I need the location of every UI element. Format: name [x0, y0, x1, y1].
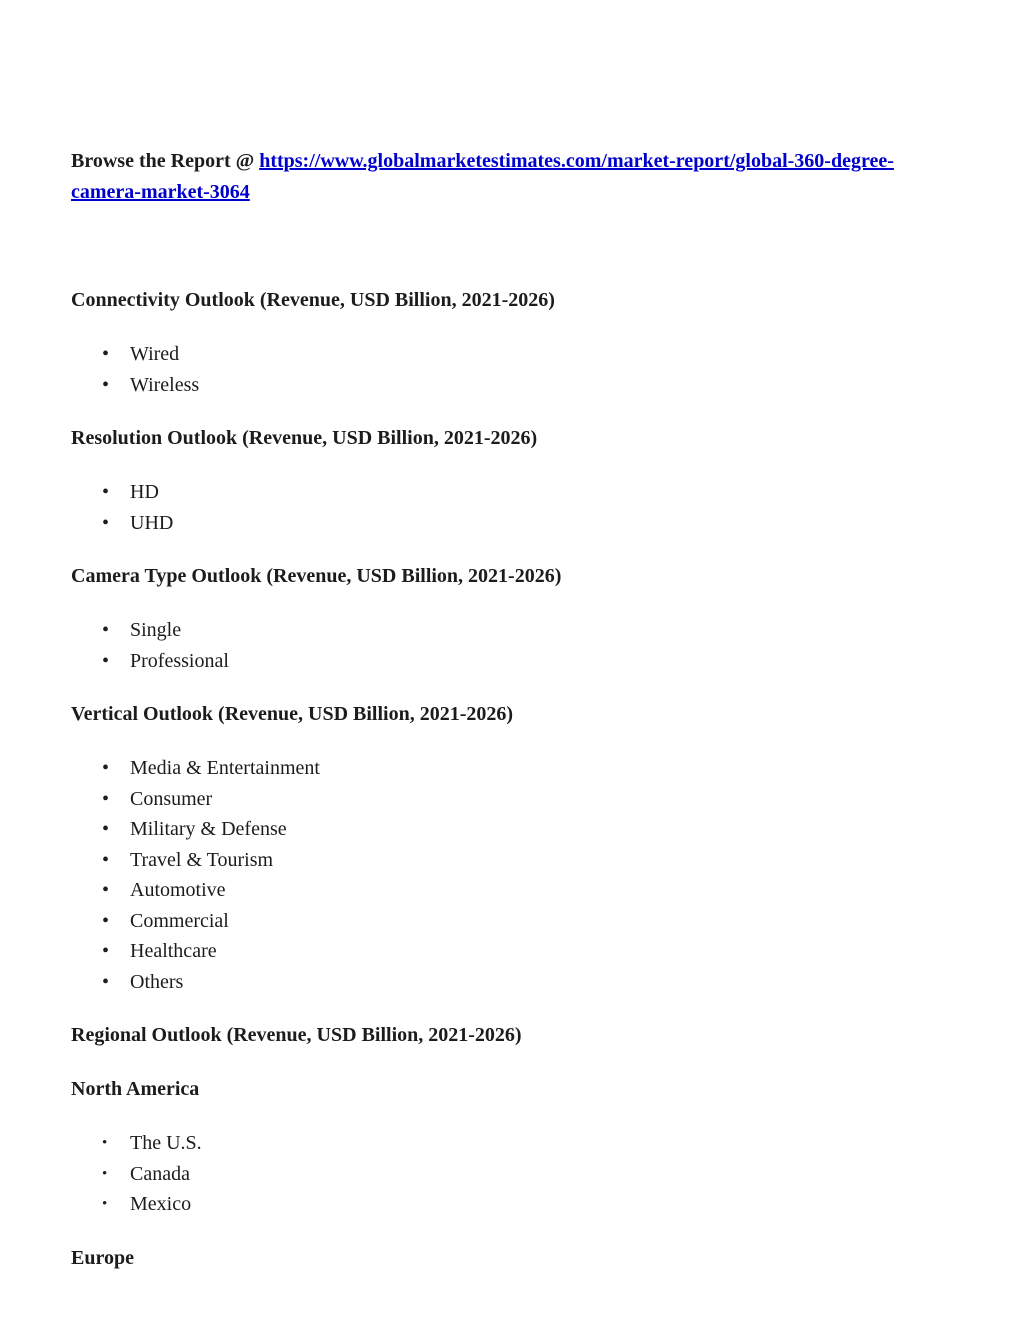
bullet-icon	[102, 1159, 107, 1190]
bullet-icon	[102, 477, 109, 508]
north-america-list	[71, 1128, 937, 1220]
list-item	[71, 814, 937, 845]
browse-line-1	[71, 150, 894, 172]
bullet-icon	[102, 615, 109, 646]
list-item	[71, 646, 937, 677]
vertical-list	[71, 753, 937, 997]
bullet-icon	[102, 967, 109, 998]
bullet-icon	[102, 906, 109, 937]
browse-line-2	[71, 181, 250, 203]
list-item	[71, 477, 937, 508]
list-item	[71, 875, 937, 906]
section-heading-regional: Regional Outlook (Revenue, USD Billion, 2021-2026)	[71, 1024, 522, 1046]
section-heading-north-america: North America	[71, 1078, 200, 1100]
list-item-label: Healthcare	[130, 940, 217, 962]
bullet-icon	[102, 508, 109, 539]
report-link-line-1[interactable]: https://www.globalmarketestimates.com/market-report/global-360-degree-	[259, 150, 894, 172]
bullet-icon	[102, 784, 109, 815]
list-item-label: Consumer	[130, 787, 213, 810]
report-link-line-2[interactable]: camera-market-3064	[71, 181, 250, 203]
bullet-icon	[102, 1128, 107, 1159]
connectivity-list	[71, 339, 937, 400]
list-item	[71, 339, 937, 370]
list-item	[71, 370, 937, 401]
section-heading-camera-type: Camera Type Outlook (Revenue, USD Billion, 2021-2026)	[71, 565, 562, 587]
bullet-icon	[102, 1189, 107, 1220]
list-item-label: Single	[130, 619, 182, 641]
list-item	[71, 845, 937, 876]
list-item-label: Professional	[130, 649, 229, 672]
list-item	[71, 508, 937, 539]
list-item-label: Others	[130, 970, 184, 993]
resolution-list	[71, 477, 937, 538]
section-heading-connectivity: Connectivity Outlook (Revenue, USD Billion, 2021-2026)	[71, 289, 555, 311]
list-item	[71, 1128, 937, 1159]
list-item-label: HD	[130, 481, 159, 503]
list-item-label: Travel & Tourism	[130, 848, 274, 871]
list-item-label: Automotive	[130, 879, 226, 901]
list-item	[71, 967, 937, 998]
list-item-label: Wireless	[130, 373, 200, 396]
list-item	[71, 1159, 937, 1190]
bullet-icon	[102, 936, 109, 967]
list-item	[71, 615, 937, 646]
list-item-label: The U.S.	[130, 1132, 202, 1154]
bullet-icon	[102, 875, 109, 906]
list-item	[71, 753, 937, 784]
list-item	[71, 1189, 937, 1220]
list-item-label: Media & Entertainment	[130, 757, 320, 779]
section-heading-resolution: Resolution Outlook (Revenue, USD Billion, 2021-2026)	[71, 427, 538, 449]
list-item-label: Mexico	[130, 1193, 192, 1215]
bullet-icon	[102, 814, 109, 845]
bullet-icon	[102, 845, 109, 876]
section-heading-europe: Europe	[71, 1246, 134, 1269]
bullet-icon	[102, 646, 109, 677]
bullet-icon	[102, 753, 109, 784]
browse-paragraph	[71, 146, 937, 208]
bullet-icon	[102, 370, 109, 401]
list-item-label: Canada	[130, 1162, 190, 1185]
bullet-icon	[102, 339, 109, 370]
browse-prefix: Browse the Report @	[71, 150, 255, 172]
list-item	[71, 906, 937, 937]
list-item-label: Military & Defense	[130, 818, 287, 840]
camera-type-list	[71, 615, 937, 676]
list-item-label: Commercial	[130, 909, 229, 932]
list-item	[71, 936, 937, 967]
list-item-label: Wired	[130, 343, 180, 365]
list-item	[71, 784, 937, 815]
section-heading-vertical: Vertical Outlook (Revenue, USD Billion, 2021-2026)	[71, 703, 514, 725]
list-item-label: UHD	[130, 511, 174, 534]
